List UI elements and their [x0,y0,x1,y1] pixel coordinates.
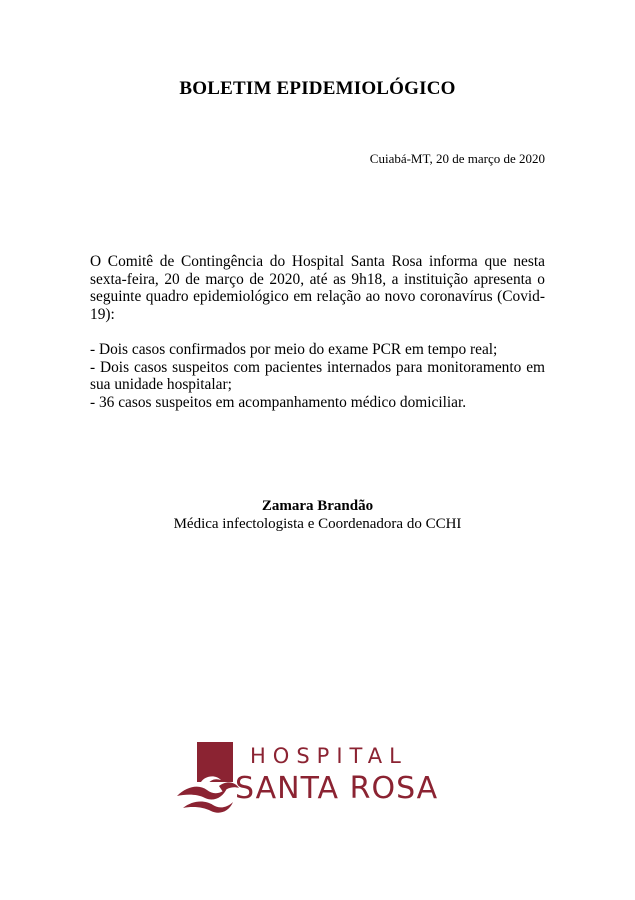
document-title: BOLETIM EPIDEMIOLÓGICO [179,78,456,99]
list-item: - 36 casos suspeitos em acompanhamento médico domiciliar. [90,393,467,411]
signature-name: Zamara Brandão [261,498,374,514]
logo-line-santa-rosa: SANTA ROSA [235,771,439,806]
intro-paragraph: O Comitê de Contingência do Hospital Santa Rosa informa que nesta sexta-feira, 20 de março de 2020, até as 9h18, a instituição apresenta o seguinte quadro epidemiológico em relação ao novo coronavírus (Covid-19): [90,253,545,323]
logo-line-hospital: HOSPITAL [250,744,408,768]
place-date: Cuiabá-MT, 20 de março de 2020 [369,151,545,166]
bulletin-body [90,253,545,411]
signature-role: Médica infectologista e Coordenadora do CCHI [173,516,462,532]
signature-block [0,497,635,533]
list-item: - Dois casos suspeitos com pacientes internados para monitoramento em sua unidade hospitalar; [90,358,545,394]
hospital-logo [175,742,445,814]
list-item: - Dois casos confirmados por meio do exame PCR em tempo real; [90,340,498,358]
